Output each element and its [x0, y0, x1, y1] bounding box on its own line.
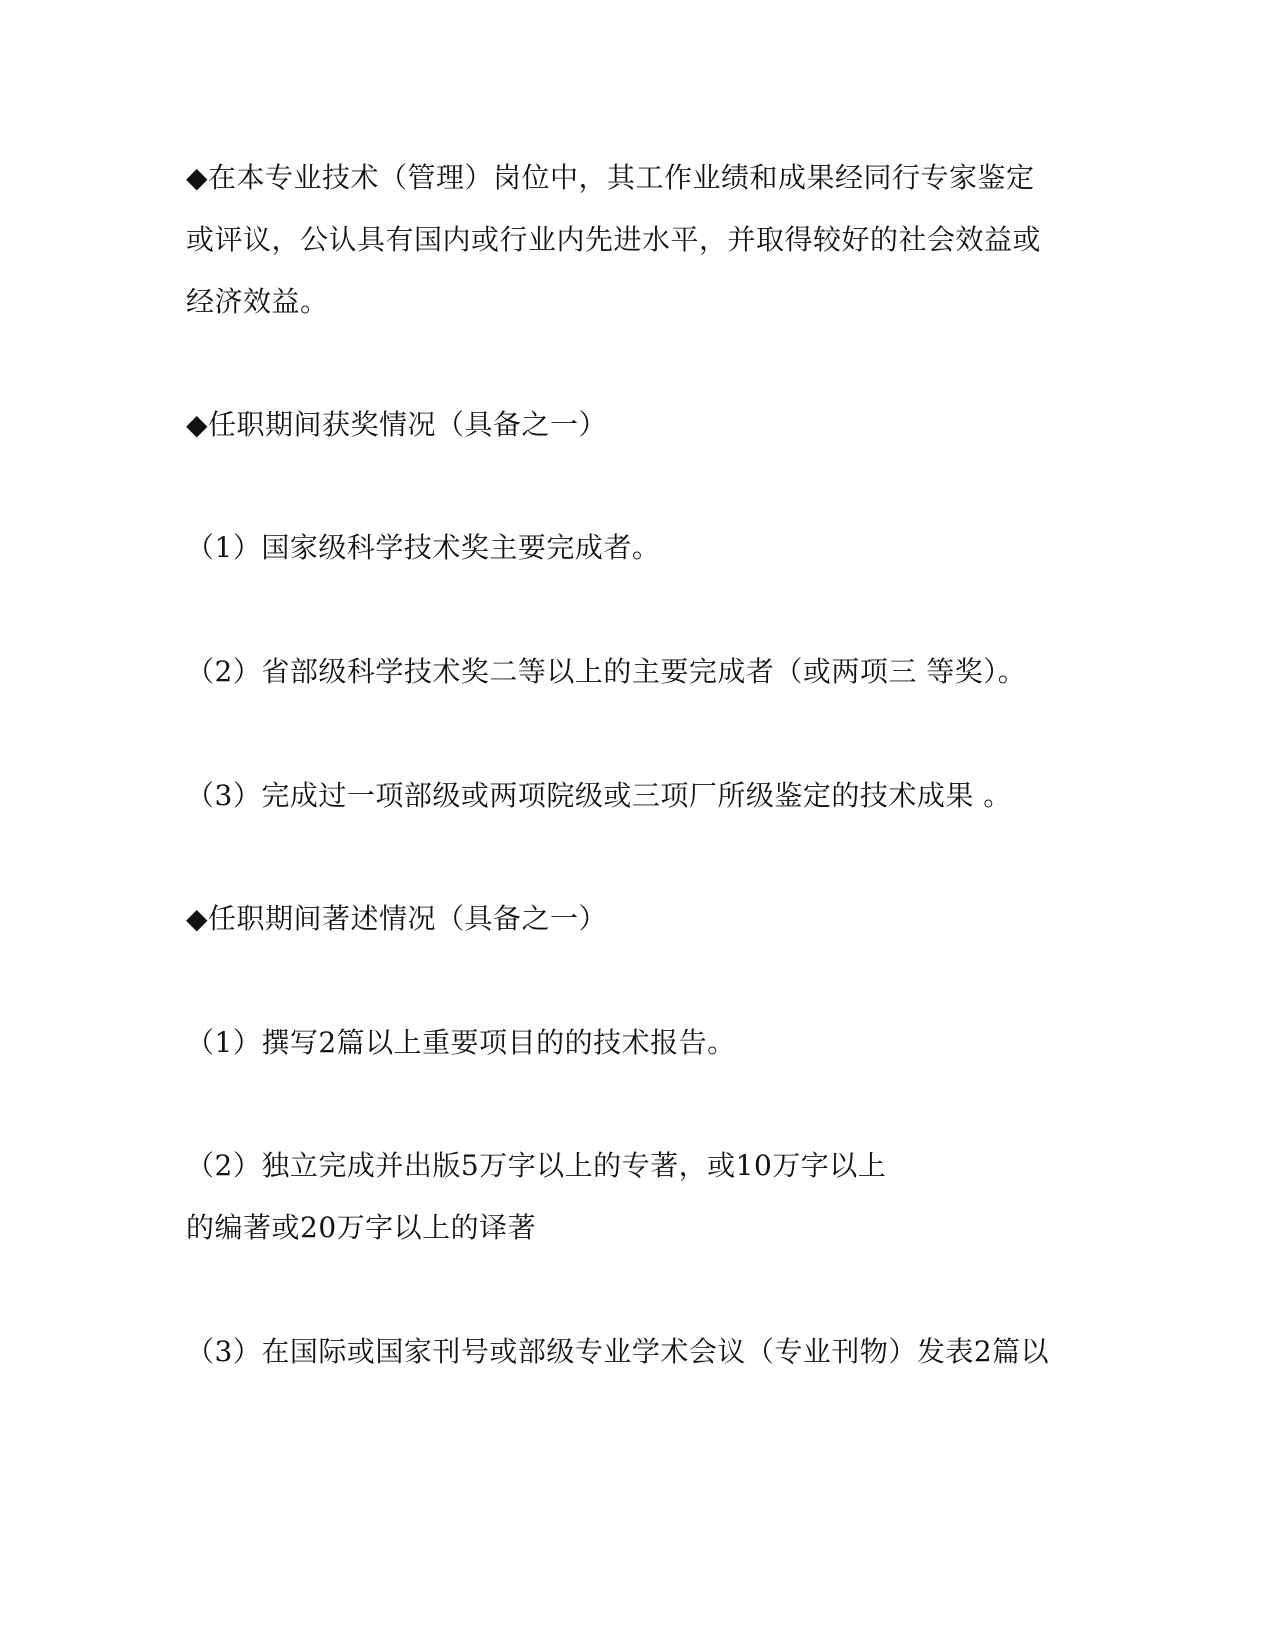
- paragraph-line: ◆在本专业技术（管理）岗位中，其工作业绩和成果经同行专家鉴定: [186, 161, 1035, 194]
- list-item: （1）国家级科学技术奖主要完成者。: [186, 531, 661, 564]
- paragraph-line: 或评议，公认具有国内或行业内先进水平，并取得较好的社会效益或: [186, 223, 1042, 256]
- list-item: （2）省部级科学技术奖二等以上的主要完成者（或两项三 等奖）。: [186, 655, 1027, 688]
- section-heading: ◆任职期间著述情况（具备之一）: [186, 902, 608, 935]
- list-item: （2）独立完成并出版5万字以上的专著，或10万字以上: [186, 1149, 887, 1182]
- list-item: （3）完成过一项部级或两项院级或三项厂所级鉴定的技术成果 。: [186, 779, 1012, 812]
- paragraph-line: 经济效益。: [186, 285, 329, 318]
- list-item: （3）在国际或国家刊号或部级专业学术会议（专业刊物）发表2篇以: [186, 1335, 1050, 1368]
- list-item: （1）撰写2篇以上重要项目的的技术报告。: [186, 1026, 736, 1059]
- section-heading: ◆任职期间获奖情况（具备之一）: [186, 408, 608, 441]
- list-item-continuation: 的编著或20万字以上的译著: [186, 1211, 537, 1244]
